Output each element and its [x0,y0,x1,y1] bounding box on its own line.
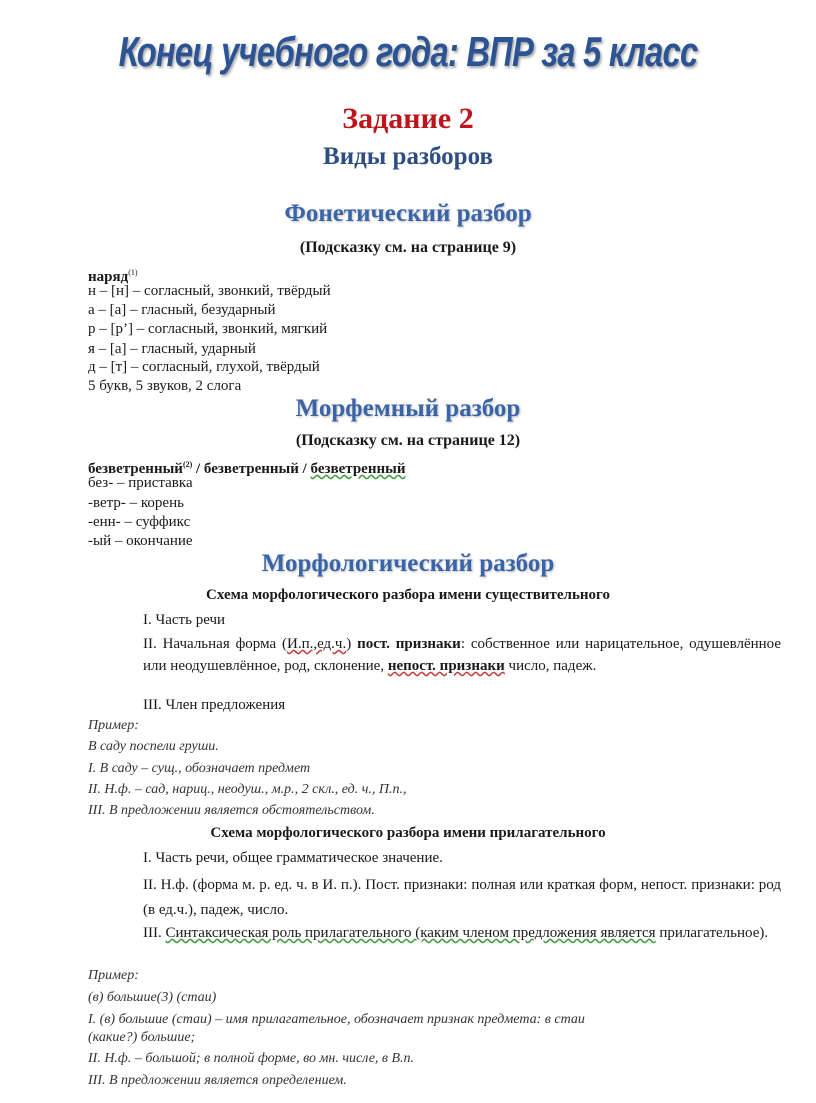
subtitle: Виды разборов [323,143,493,170]
noun-item2-e: : собственное или нарицательное, одушевлённое или неодушевлённое, род, склонение, [143,636,782,674]
noun-example-sentence: В саду поспели груши. [88,739,219,754]
adj-item3-c: прилагательное). [655,925,769,941]
phonetic-line: я – [а] – гласный, ударный [88,341,256,357]
morpheme-line: -енн- – суффикс [88,514,191,530]
phonetic-word-mark: (1) [128,268,138,277]
adj-example-line-3: III. В предложении является определением. [88,1073,347,1088]
adj-example-label: Пример: [88,968,139,983]
adj-example-line-2: II. Н.ф. – большой; в полной форме, во мн. числе, в В.п. [88,1051,415,1066]
morpheme-line: -ветр- – корень [88,495,184,511]
phonetic-heading: Фонетический разбор [284,200,532,227]
morpheme-line: без- – приставка [88,475,193,491]
noun-item2-c: ) [346,636,358,652]
noun-example-line-2: II. Н.ф. – сад, нариц., неодуш., м.р., 2 скл., ед. ч., П.п., [88,782,407,797]
morphemic-word-mark: (2) [182,460,193,469]
phonetic-hint: (Подсказку см. на странице 9) [299,239,517,256]
morphemic-word-3: безветренный [310,461,406,477]
noun-example-line-3: III. В предложении является обстоятельством. [88,803,375,818]
noun-scheme-title: Схема морфологического разбора имени существительного [206,587,610,603]
noun-scheme-item-3: III. Член предложения [143,697,286,713]
adj-scheme-item-2: II. Н.ф. (форма м. р. ед. ч. в И. п.). Пост. признаки: полная или краткая форм, непост. признаки: род (в ед.ч.), падеж, число. [143,877,781,918]
morphological-heading: Морфологический разбор [261,550,555,577]
phonetic-summary: 5 букв, 5 звуков, 2 слога [88,378,242,394]
adj-item3-b: Синтаксическая роль прилагательного (каким членом предложения является [165,925,656,941]
phonetic-line: р – [р’] – согласный, звонкий, мягкий [88,321,328,337]
noun-item2-d: пост. признаки [357,636,461,652]
morphemic-word-1: безветренный [88,461,183,477]
noun-example-label: Пример: [88,718,139,733]
noun-scheme-item-1: I. Часть речи [143,612,226,628]
adj-example-line-1: I. (в) большие (стаи) – имя прилагательное, обозначает признак предмета: в стаи [88,1012,585,1027]
noun-item2-g: число, падеж. [504,658,597,674]
adj-item3-a: III. [143,925,166,941]
phonetic-word: наряд [88,269,129,285]
adj-scheme-item-3 [143,922,781,944]
adj-example-sentence: (в) большие(3) (стаи) [88,990,217,1005]
noun-item2-b: И.п.,ед.ч. [286,636,347,652]
morpheme-line: -ый – окончание [88,533,193,549]
main-title: Конец учебного года: ВПР за 5 класс [118,28,698,75]
noun-example-line-1: I. В саду – сущ., обозначает предмет [88,761,311,776]
noun-scheme-item-2 [143,633,781,677]
task-title: Задание 2 [342,102,474,135]
phonetic-line: н – [н] – согласный, звонкий, твёрдый [88,283,331,299]
adj-scheme-title: Схема морфологического разбора имени прилагательного [210,825,606,841]
adj-scheme-item-1: I. Часть речи, общее грамматическое значение. [143,850,443,866]
morphemic-hint: (Подсказку см. на странице 12) [295,432,521,449]
noun-item2-f: непост. признаки [387,658,505,674]
morphemic-word-2: / безветренный / [192,461,311,477]
adj-example-line-1b: (какие?) большие; [88,1030,196,1045]
morphemic-heading: Морфемный разбор [295,395,521,422]
noun-item2-a: II. Начальная форма ( [143,636,287,652]
phonetic-line: д – [т] – согласный, глухой, твёрдый [88,359,320,375]
phonetic-line: а – [а] – гласный, безударный [88,302,276,318]
